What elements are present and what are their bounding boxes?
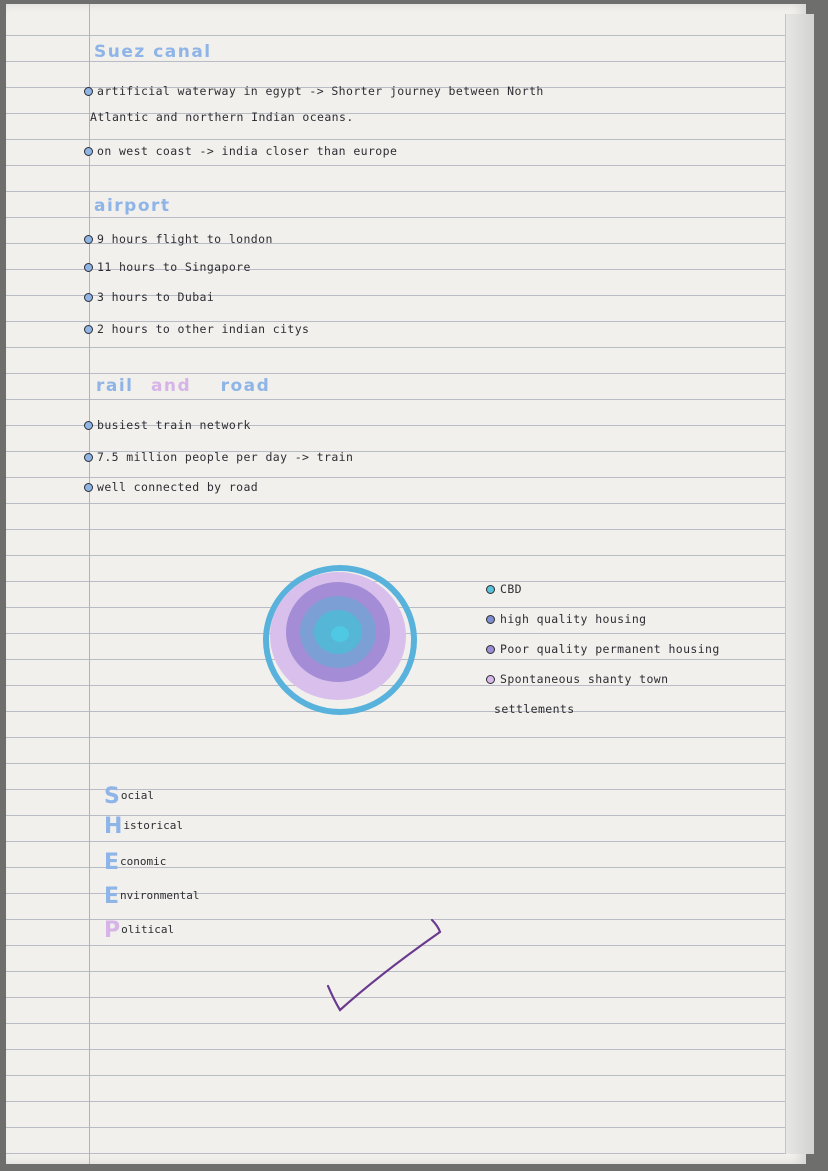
suez-line-3: on west coast -> india closer than europe xyxy=(84,144,397,158)
rail-item-1: busiest train network xyxy=(84,418,251,432)
legend-dot xyxy=(486,645,495,654)
acronym-political: Political xyxy=(104,918,175,943)
city-rings-diagram xyxy=(256,556,426,726)
margin-line xyxy=(89,4,90,1164)
heading-and: and xyxy=(150,376,192,396)
airport-item-1: 9 hours flight to london xyxy=(84,232,273,246)
acronym-social: Social xyxy=(104,784,154,809)
legend-item-4: Spontaneous shanty town xyxy=(486,672,668,686)
suez-line-2: Atlantic and northern Indian oceans. xyxy=(90,110,354,124)
acronym-environmental: Environmental xyxy=(104,884,200,909)
acronym-historical: Historical xyxy=(104,814,184,839)
legend-dot xyxy=(486,675,495,684)
airport-item-4: 2 hours to other indian citys xyxy=(84,322,309,336)
legend-item-3: Poor quality permanent housing xyxy=(486,642,720,656)
legend-item-1: CBD xyxy=(486,582,522,596)
suez-heading: Suez canal xyxy=(94,42,212,62)
rail-item-2: 7.5 million people per day -> train xyxy=(84,450,353,464)
suez-line-1: artificial waterway in egypt -> Shorter journey between North xyxy=(84,84,544,98)
heading-road: road xyxy=(220,376,271,396)
rail-road-heading xyxy=(96,376,270,396)
airport-item-2: 11 hours to Singapore xyxy=(84,260,251,274)
legend-dot xyxy=(486,615,495,624)
airport-heading: airport xyxy=(94,196,171,216)
binding-edge xyxy=(785,14,814,1154)
cbd-core xyxy=(331,626,349,642)
legend-dot xyxy=(486,585,495,594)
legend-tail: settlements xyxy=(494,702,575,716)
rail-item-3: well connected by road xyxy=(84,480,258,494)
acronym-economic: Economic xyxy=(104,850,167,875)
legend-item-2: high quality housing xyxy=(486,612,646,626)
heading-rail: rail xyxy=(96,376,134,396)
airport-item-3: 3 hours to Dubai xyxy=(84,290,214,304)
checkmark-icon xyxy=(320,914,450,1014)
notebook-page xyxy=(6,4,806,1164)
